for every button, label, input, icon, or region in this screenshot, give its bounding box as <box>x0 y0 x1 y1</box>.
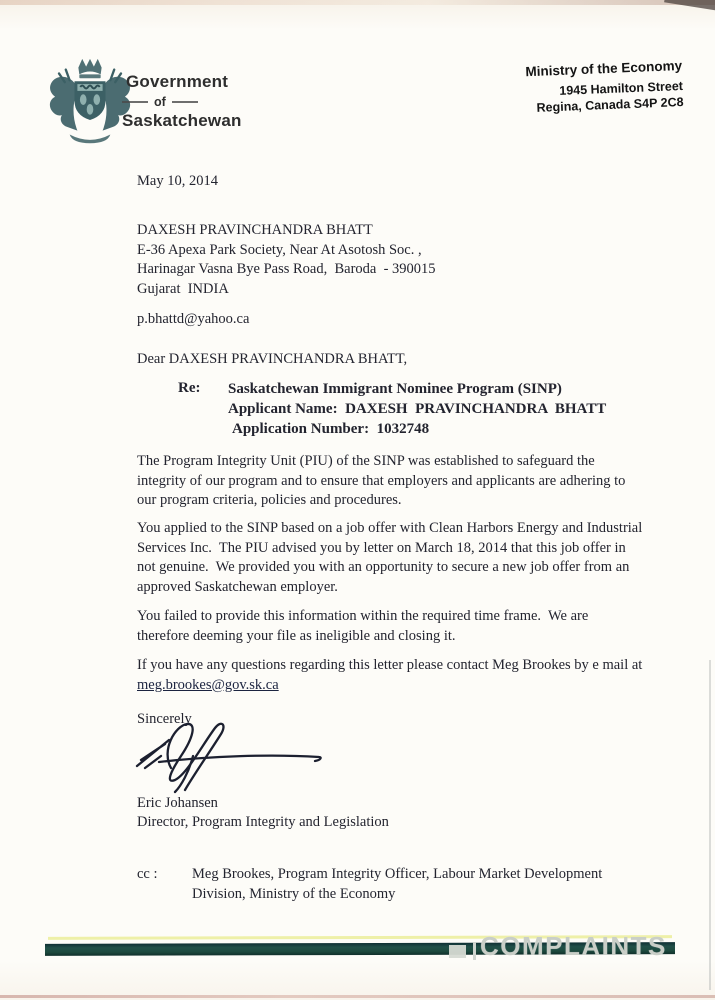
recipient-email: p.bhattd@yahoo.ca <box>137 311 250 327</box>
saskatchewan-coat-of-arms-icon <box>46 56 134 156</box>
re-program: Saskatchewan Immigrant Nominee Program (SINP) <box>228 381 562 397</box>
paragraph-line: integrity of our program and to ensure that employers and applicants are adhering to <box>137 472 626 489</box>
paragraph-3 <box>137 607 588 646</box>
closing-word: Sincerely <box>137 711 192 727</box>
paragraph-2 <box>137 519 642 597</box>
paragraph-line: our program criteria, policies and procedures. <box>137 492 402 508</box>
recipient-address-3: Gujarat INDIA <box>137 280 229 297</box>
recipient-address-2: Harinagar Vasna Bye Pass Road, Baroda - 390015 <box>137 261 436 277</box>
logo-line-government: Government <box>126 72 229 91</box>
cc-block <box>192 865 602 904</box>
signer-title: Director, Program Integrity and Legislation <box>137 814 389 830</box>
logo-dash-left <box>122 101 148 103</box>
paragraph-line: not genuine. We provided you with an opportunity to secure a new job offer from an <box>137 559 630 575</box>
signer-name: Eric Johansen <box>137 795 218 811</box>
ministry-address-block <box>525 58 684 116</box>
government-logo-wordmark <box>122 72 252 131</box>
paragraph-line: If you have any questions regarding this letter please contact Meg Brookes by e mail at <box>137 657 643 673</box>
re-subject-block <box>228 379 606 439</box>
re-applicant-name: Applicant Name: DAXESH PRAVINCHANDRA BHATT <box>228 401 607 417</box>
recipient-address-1: E-36 Apexa Park Society, Near At Asotosh Soc. , <box>137 241 422 258</box>
salutation: Dear DAXESH PRAVINCHANDRA BHATT, <box>137 351 408 367</box>
re-label: Re: <box>178 380 201 396</box>
cc-label: cc : <box>137 866 158 882</box>
paragraph-line: The Program Integrity Unit (PIU) of the SINP was established to safeguard the <box>137 453 595 469</box>
scan-edge-bottom <box>0 995 715 998</box>
complaints-watermark <box>449 931 667 962</box>
ministry-name: Ministry of the Economy <box>525 58 683 80</box>
scan-corner-mark <box>664 0 715 12</box>
watermark-text: COMPLAINTS <box>480 931 667 961</box>
logo-dash-right <box>172 101 198 103</box>
contact-email-link: meg.brookes@gov.sk.ca <box>137 676 279 693</box>
recipient-address-block <box>137 221 436 299</box>
paragraph-4 <box>137 656 642 695</box>
letter-date: May 10, 2014 <box>137 173 218 189</box>
recipient-name: DAXESH PRAVINCHANDRA BHATT <box>137 222 373 238</box>
paragraph-line: You applied to the SINP based on a job offer with Clean Harbors Energy and Industrial <box>137 520 643 536</box>
paragraph-line: You failed to provide this information within the required time frame. We are <box>137 608 589 624</box>
logo-of-row <box>122 95 252 109</box>
scan-edge-top <box>0 0 715 5</box>
paragraph-line: Services Inc. The PIU advised you by letter on March 18, 2014 that this job offer in <box>137 539 626 556</box>
handwritten-signature <box>131 716 327 799</box>
watermark-pipe-icon <box>473 942 476 960</box>
paragraph-line: therefore deeming your file as ineligible and closing it. <box>137 627 456 644</box>
ministry-street: 1945 Hamilton Street <box>559 78 684 98</box>
cc-line-2: Division, Ministry of the Economy <box>192 885 396 902</box>
logo-line-saskatchewan: Saskatchewan <box>122 111 242 130</box>
watermark-square-icon <box>449 945 466 958</box>
paragraph-1 <box>137 452 625 511</box>
ministry-city: Regina, Canada S4P 2C8 <box>536 94 685 115</box>
logo-line-of: of <box>154 95 166 109</box>
cc-line-1: Meg Brookes, Program Integrity Officer, Labour Market Development <box>192 866 603 882</box>
re-application-number: Application Number: 1032748 <box>232 421 430 437</box>
paragraph-line: approved Saskatchewan employer. <box>137 578 338 595</box>
scan-edge-right <box>709 660 711 990</box>
